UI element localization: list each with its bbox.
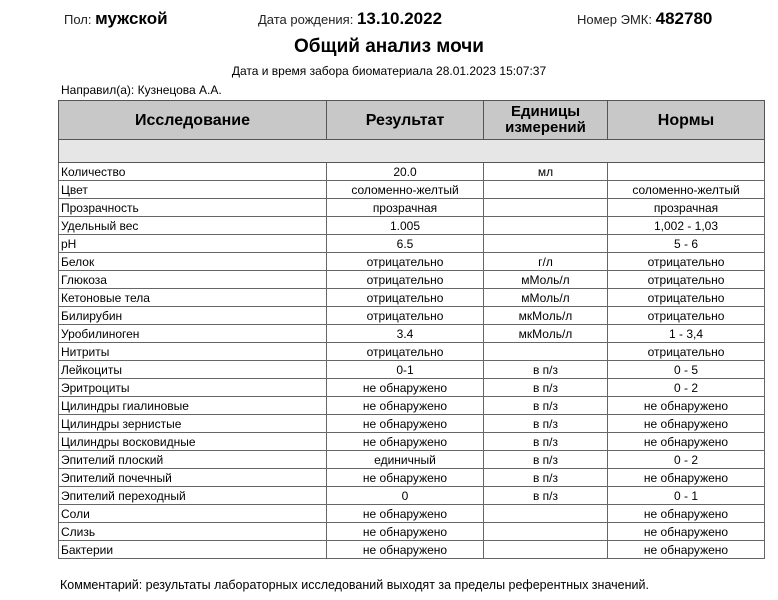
emk-value: 482780: [655, 9, 713, 28]
table-row: [59, 451, 765, 469]
header-result: Результат: [327, 101, 484, 140]
cell-units: [484, 505, 608, 523]
patient-sex: [64, 9, 168, 29]
cell-norm: 0 - 2: [608, 451, 765, 469]
table-row: [59, 253, 765, 271]
cell-result: не обнаружено: [327, 433, 484, 451]
cell-test: Цилиндры гиалиновые: [59, 397, 327, 415]
cell-result: отрицательно: [327, 343, 484, 361]
cell-units: в п/з: [484, 379, 608, 397]
collection-datetime: Дата и время забора биоматериала 28.01.2023 15:07:37: [231, 64, 547, 78]
cell-test: Цвет: [59, 181, 327, 199]
cell-norm: не обнаружено: [608, 469, 765, 487]
cell-test: Глюкоза: [59, 271, 327, 289]
cell-result: не обнаружено: [327, 541, 484, 559]
header-units-line1: Единицы: [510, 103, 581, 120]
cell-units: [484, 343, 608, 361]
cell-test: Лейкоциты: [59, 361, 327, 379]
cell-result: отрицательно: [327, 253, 484, 271]
cell-result: не обнаружено: [327, 379, 484, 397]
cell-norm: 1 - 3,4: [608, 325, 765, 343]
cell-units: [484, 199, 608, 217]
cell-units: мкМоль/л: [484, 325, 608, 343]
header-units: [484, 101, 608, 140]
cell-result: прозрачная: [327, 199, 484, 217]
cell-norm: 0 - 5: [608, 361, 765, 379]
cell-test: Слизь: [59, 523, 327, 541]
header-units-line2: измерений: [505, 119, 586, 136]
table-row: [59, 289, 765, 307]
cell-test: Билирубин: [59, 307, 327, 325]
cell-norm: отрицательно: [608, 289, 765, 307]
cell-test: pH: [59, 235, 327, 253]
cell-units: в п/з: [484, 361, 608, 379]
cell-test: Эритроциты: [59, 379, 327, 397]
table-row: [59, 163, 765, 181]
dob-label: Дата рождения:: [258, 12, 354, 27]
cell-norm: 0 - 1: [608, 487, 765, 505]
cell-test: Эпителий почечный: [59, 469, 327, 487]
referrer: Направил(а): Кузнецова А.А.: [61, 83, 222, 97]
sex-value: мужской: [95, 9, 168, 28]
cell-units: мкМоль/л: [484, 307, 608, 325]
cell-result: 1.005: [327, 217, 484, 235]
table-header-row: [59, 101, 765, 140]
table-row: [59, 271, 765, 289]
table-row: [59, 505, 765, 523]
cell-units: [484, 523, 608, 541]
cell-units: мМоль/л: [484, 271, 608, 289]
patient-header: [0, 9, 778, 31]
cell-norm: не обнаружено: [608, 523, 765, 541]
cell-result: не обнаружено: [327, 397, 484, 415]
header-test: Исследование: [59, 101, 327, 140]
cell-test: Уробилиноген: [59, 325, 327, 343]
cell-result: 6.5: [327, 235, 484, 253]
report-title: Общий анализ мочи: [294, 36, 484, 57]
cell-test: Эпителий переходный: [59, 487, 327, 505]
table-row: [59, 307, 765, 325]
table-spacer-row: [59, 140, 765, 163]
cell-units: [484, 217, 608, 235]
cell-test: Цилиндры зернистые: [59, 415, 327, 433]
cell-units: мМоль/л: [484, 289, 608, 307]
cell-test: Кетоновые тела: [59, 289, 327, 307]
cell-units: в п/з: [484, 451, 608, 469]
cell-result: отрицательно: [327, 289, 484, 307]
cell-norm: не обнаружено: [608, 541, 765, 559]
cell-test: Соли: [59, 505, 327, 523]
cell-norm: 1,002 - 1,03: [608, 217, 765, 235]
cell-norm: прозрачная: [608, 199, 765, 217]
table-row: [59, 343, 765, 361]
cell-result: не обнаружено: [327, 469, 484, 487]
cell-test: Цилиндры восковидные: [59, 433, 327, 451]
cell-test: Количество: [59, 163, 327, 181]
cell-norm: отрицательно: [608, 271, 765, 289]
spacer-cell: [59, 140, 765, 163]
report-comment: Комментарий: результаты лабораторных исследований выходят за пределы референтных значений.: [60, 578, 649, 592]
table-row: [59, 217, 765, 235]
cell-units: в п/з: [484, 397, 608, 415]
cell-norm: [608, 163, 765, 181]
cell-units: г/л: [484, 253, 608, 271]
cell-test: Нитриты: [59, 343, 327, 361]
cell-units: в п/з: [484, 469, 608, 487]
table-row: [59, 523, 765, 541]
cell-result: не обнаружено: [327, 505, 484, 523]
cell-units: [484, 181, 608, 199]
cell-units: в п/з: [484, 433, 608, 451]
cell-norm: 0 - 2: [608, 379, 765, 397]
cell-result: отрицательно: [327, 307, 484, 325]
cell-norm: не обнаружено: [608, 397, 765, 415]
cell-units: мл: [484, 163, 608, 181]
table-row: [59, 199, 765, 217]
cell-result: 0-1: [327, 361, 484, 379]
header-norms: Нормы: [608, 101, 765, 140]
table-row: [59, 541, 765, 559]
cell-norm: соломенно-желтый: [608, 181, 765, 199]
cell-norm: отрицательно: [608, 307, 765, 325]
emk-label: Номер ЭМК:: [577, 12, 652, 27]
table-row: [59, 433, 765, 451]
cell-test: Прозрачность: [59, 199, 327, 217]
cell-norm: не обнаружено: [608, 505, 765, 523]
cell-units: [484, 541, 608, 559]
table-row: [59, 487, 765, 505]
cell-result: отрицательно: [327, 271, 484, 289]
cell-units: [484, 235, 608, 253]
cell-test: Бактерии: [59, 541, 327, 559]
cell-units: в п/з: [484, 415, 608, 433]
results-table: [58, 100, 765, 559]
patient-dob: [258, 9, 442, 29]
cell-norm: отрицательно: [608, 253, 765, 271]
sex-label: Пол:: [64, 12, 92, 27]
cell-test: Эпителий плоский: [59, 451, 327, 469]
table-row: [59, 181, 765, 199]
table-row: [59, 397, 765, 415]
cell-result: 0: [327, 487, 484, 505]
patient-emk: [577, 9, 712, 29]
cell-norm: 5 - 6: [608, 235, 765, 253]
cell-norm: не обнаружено: [608, 415, 765, 433]
cell-norm: не обнаружено: [608, 433, 765, 451]
cell-units: в п/з: [484, 487, 608, 505]
table-row: [59, 379, 765, 397]
cell-test: Белок: [59, 253, 327, 271]
table-row: [59, 469, 765, 487]
cell-result: не обнаружено: [327, 415, 484, 433]
cell-test: Удельный вес: [59, 217, 327, 235]
cell-norm: отрицательно: [608, 343, 765, 361]
cell-result: 3.4: [327, 325, 484, 343]
cell-result: не обнаружено: [327, 523, 484, 541]
cell-result: единичный: [327, 451, 484, 469]
cell-result: 20.0: [327, 163, 484, 181]
table-row: [59, 415, 765, 433]
table-row: [59, 361, 765, 379]
cell-result: соломенно-желтый: [327, 181, 484, 199]
dob-value: 13.10.2022: [356, 9, 443, 28]
table-row: [59, 235, 765, 253]
table-row: [59, 325, 765, 343]
